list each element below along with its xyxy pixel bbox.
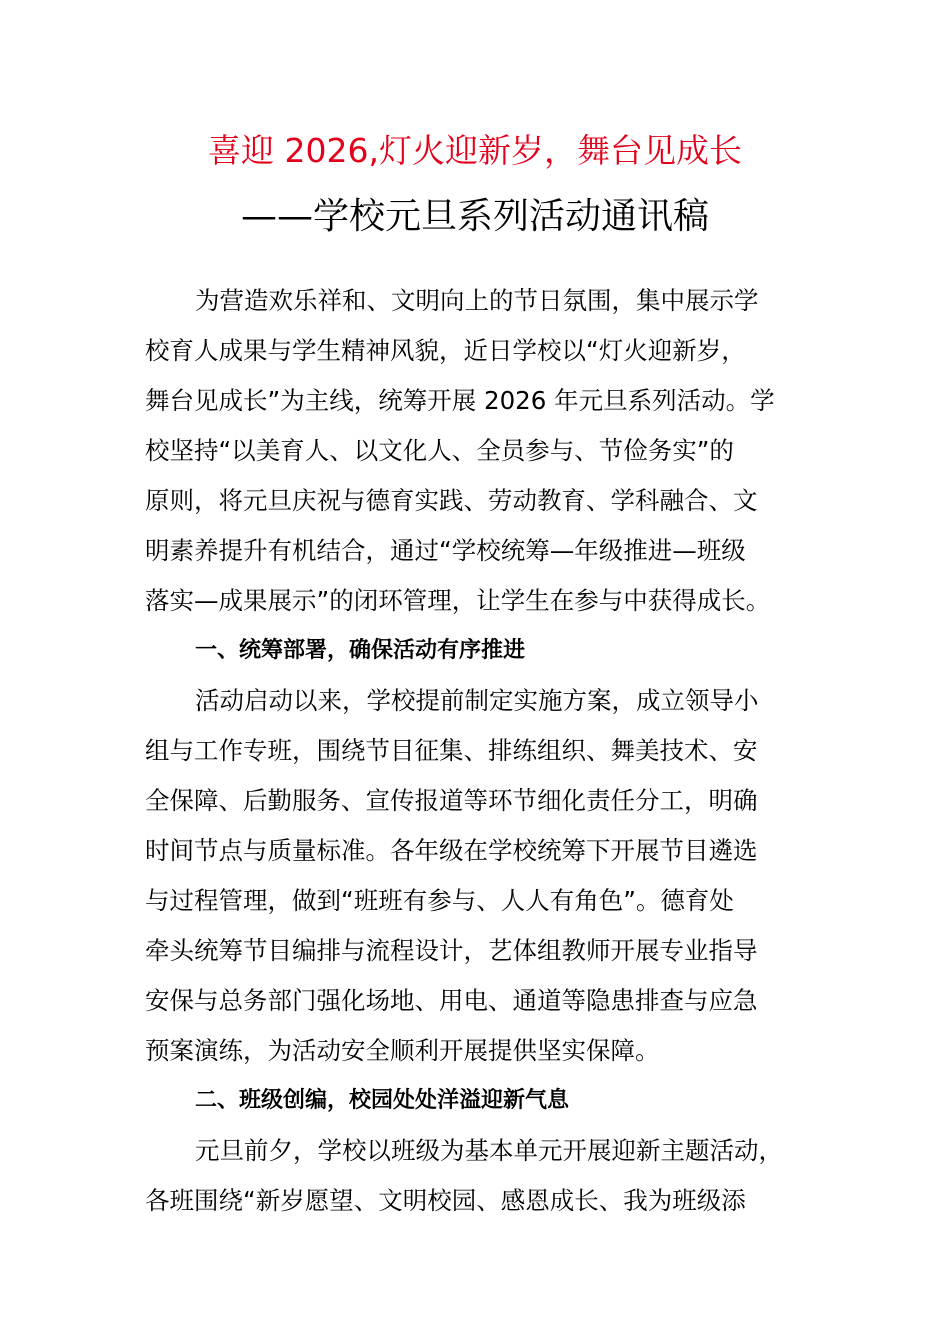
paragraph-line: 与过程管理，做到“班班有参与、人人有角色”。德育处 bbox=[145, 886, 734, 915]
paragraph-line: 各班围绕“新岁愿望、文明校园、感恩成长、我为班级添 bbox=[145, 1186, 746, 1215]
paragraph-line: 校育人成果与学生精神风貌，近日学校以“灯火迎新岁， bbox=[145, 336, 746, 365]
paragraph-line: 元旦前夕，学校以班级为基本单元开展迎新主题活动， bbox=[195, 1136, 783, 1165]
paragraph-line: 原则，将元旦庆祝与德育实践、劳动教育、学科融合、文 bbox=[145, 486, 758, 515]
paragraph-line: 校坚持“以美育人、以文化人、全员参与、节俭务实”的 bbox=[145, 436, 734, 465]
section-heading: 二、班级创编，校园处处洋溢迎新气息 bbox=[195, 1088, 570, 1113]
document-title: 喜迎 2026,灯火迎新岁，舞台见成长 bbox=[208, 131, 742, 170]
paragraph-line: 组与工作专班，围绕节目征集、排练组织、舞美技术、安 bbox=[145, 736, 758, 765]
paragraph-line: 舞台见成长”为主线，统筹开展 2026 年元旦系列活动。学 bbox=[145, 386, 775, 415]
paragraph-line: 时间节点与质量标准。各年级在学校统筹下开展节目遴选 bbox=[145, 836, 758, 865]
paragraph-line: 活动启动以来，学校提前制定实施方案，成立领导小 bbox=[195, 686, 759, 715]
document-body bbox=[145, 276, 810, 1226]
document-subtitle: ——学校元旦系列活动通讯稿 bbox=[240, 196, 709, 237]
paragraph-line: 牵头统筹节目编排与流程设计，艺体组教师开展专业指导 bbox=[145, 936, 758, 965]
paragraph-line: 明素养提升有机结合，通过“学校统筹—年级推进—班级 bbox=[145, 536, 746, 565]
paragraph-line: 预案演练，为活动安全顺利开展提供坚实保障。 bbox=[145, 1036, 660, 1065]
paragraph-line: 全保障、后勤服务、宣传报道等环节细化责任分工，明确 bbox=[145, 786, 758, 815]
paragraph-line: 落实—成果展示”的闭环管理，让学生在参与中获得成长。 bbox=[145, 586, 771, 615]
paragraph-line: 为营造欢乐祥和、文明向上的节日氛围，集中展示学 bbox=[195, 286, 759, 315]
section-heading: 一、统筹部署，确保活动有序推进 bbox=[195, 638, 526, 663]
paragraph-line: 安保与总务部门强化场地、用电、通道等隐患排查与应急 bbox=[145, 986, 758, 1015]
